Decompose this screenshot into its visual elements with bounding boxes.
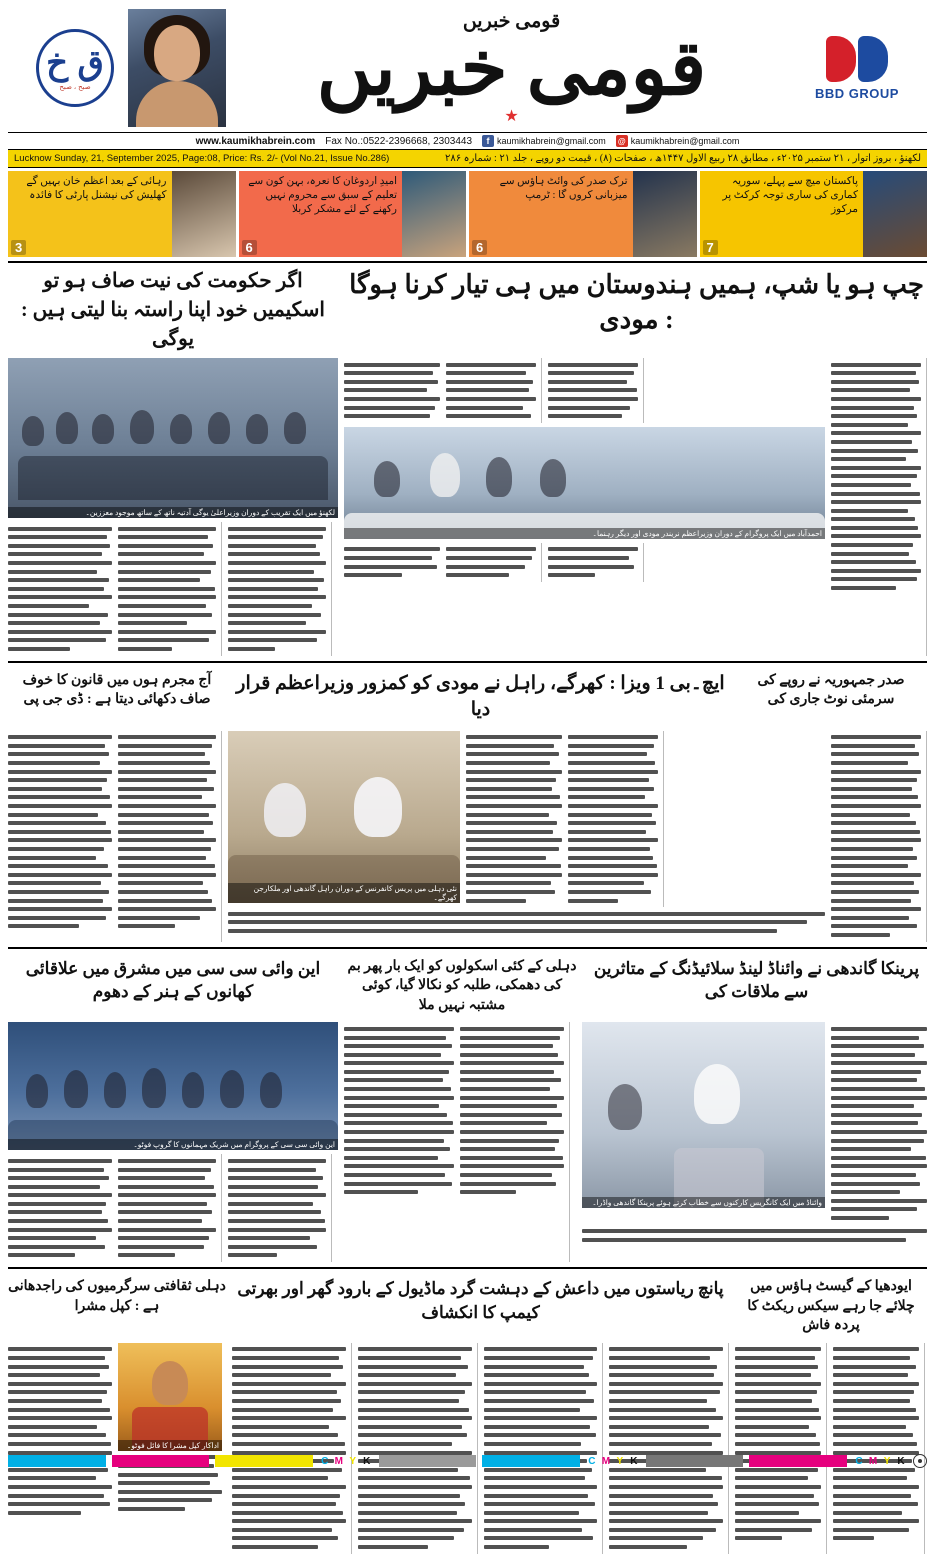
priyanka-photo (582, 1022, 825, 1208)
registration-target-icon (913, 1454, 927, 1468)
body-text-column (466, 731, 562, 907)
swatch-gray (379, 1455, 477, 1467)
body-text-column (548, 543, 644, 582)
lead-right-column (831, 358, 927, 656)
cmyk-k: K (897, 1455, 905, 1467)
kapil-photo (118, 1343, 222, 1451)
nycc-photo (8, 1022, 338, 1150)
teaser-item[interactable] (469, 171, 697, 257)
facebook-contact[interactable] (482, 135, 606, 147)
cmyk-c: C (855, 1455, 863, 1467)
third-row-headlines (8, 953, 927, 1019)
body-text-column (8, 522, 112, 656)
logo-subtext: صبح ، صبح (59, 83, 91, 91)
teaser-page-number: 6 (242, 240, 257, 255)
teaser-item[interactable] (700, 171, 928, 257)
body-text-column (344, 358, 440, 423)
cmyk-c: C (588, 1455, 596, 1467)
fourth-row-headlines (8, 1273, 927, 1339)
edition-info-english: Lucknow Sunday, 21, September 2025, Page:08, Price: Rs. 2/- (Vol No.21, Issue No.286) (14, 153, 390, 164)
teaser-text: پاکستان میچ سے پہلے، سوریہ کماری کی ساری توجہ کرکٹ پر مرکوز (722, 176, 858, 216)
body-text-column (735, 1343, 827, 1554)
photo-caption: نئی دہلی میں پریس کانفرنس کے دوران راہل گاندھی اور ملکارجن کھرگے۔ (228, 883, 460, 903)
cmyk-m: M (868, 1455, 878, 1467)
headline-dollar-note[interactable]: صدر جمہوریہ نے روپے کی سرمئی نوٹ جاری کی (757, 672, 905, 708)
photo-caption: اداکار کپل مشرا کا فائل فوٹو۔ (118, 1440, 222, 1451)
publication-logo (36, 29, 114, 107)
logo-glyph: ق خ (46, 43, 104, 82)
teaser-strip (8, 171, 927, 257)
priyanka-column (582, 1022, 927, 1262)
bbd-logo-icon (797, 36, 917, 82)
facebook-handle: kaumikhabrein@gmail.com (497, 136, 606, 146)
masthead-kicker: قومی خبریں (462, 11, 561, 33)
headline-nycc[interactable]: این وائی سی سی میں مشرق میں علاقائی کھانوں کے ہنر کے دھوم (25, 958, 321, 1002)
headline-modi[interactable]: چپ ہو یا شپ، ہمیں ہندوستان میں ہی تیار کرنا ہوگا : مودی (349, 270, 924, 335)
body-text-column (118, 731, 222, 942)
masthead (8, 4, 927, 132)
teaser-text: رہائی کے بعد اعظم خان بہیں گے کھلیش کی نیشنل پارٹی کا فائدہ (26, 176, 167, 202)
second-row (8, 731, 927, 942)
delhi-school-column (344, 1022, 576, 1262)
isis-column (232, 1343, 729, 1554)
cmyk-k: K (630, 1455, 638, 1467)
cmyk-c: C (321, 1455, 329, 1467)
body-text-column (548, 358, 644, 423)
photo-caption: این وائی سی سی کے پروگرام میں شریک مہمانوں کا گروپ فوٹو۔ (8, 1139, 338, 1150)
fax-number: Fax No.:0522-2396668, 2303443 (325, 135, 473, 147)
photo-caption: لکھنؤ میں ایک تقریب کے دوران وزیراعلیٰ یوگی آدتیہ ناتھ کے ساتھ موجود معززین۔ (8, 507, 338, 518)
print-registration-bar (8, 1450, 927, 1472)
body-text-column (568, 731, 664, 907)
headline-guesthouse[interactable]: ایودھیا کے گیسٹ ہاؤس میں چلائے جا رہے سیکس ریکٹ کا پردہ فاش (747, 1279, 915, 1334)
h1b-column (228, 731, 825, 942)
swatch-cyan-2 (482, 1455, 580, 1467)
third-row (8, 1022, 927, 1262)
sponsor-brand (797, 36, 917, 101)
nycc-column (8, 1022, 338, 1262)
masthead-celebrity-photo (128, 9, 226, 127)
edition-info-urdu: لکھنؤ ، بروز اتوار ، ۲۱ ستمبر ۲۰۲۵ء ، مطابق ۲۸ ربیع الاول ۱۴۴۷ھ ، صفحات (۸) ، قیمت دو روپے ، جلد ۲۱ : شمارہ ۲۸۶ (445, 153, 921, 164)
lead-center-column (344, 358, 825, 656)
swatch-gray-2 (646, 1455, 744, 1467)
body-text-column (460, 1022, 570, 1262)
body-text-column (228, 522, 332, 656)
body-text-column (833, 1343, 925, 1554)
lead-headline-row (8, 267, 927, 354)
contact-bar (8, 132, 927, 150)
cmyk-m: M (601, 1455, 611, 1467)
cmyk-marks-right (853, 1456, 907, 1467)
teaser-thumbnail (172, 171, 236, 257)
cmyk-y: Y (349, 1455, 357, 1467)
fourth-row (8, 1343, 927, 1554)
lead-left-photo (8, 358, 338, 518)
headline-kapil[interactable]: دہلی ثقافتی سرگرمیوں کی راجدھانی ہے : کپل مشرا (8, 1279, 226, 1314)
body-text-column (344, 1022, 454, 1262)
body-text-column (8, 1343, 112, 1519)
lead-story-row (8, 358, 927, 656)
cmyk-marks-center (586, 1456, 640, 1467)
swatch-magenta-2 (749, 1455, 847, 1467)
lead-left-column (8, 358, 338, 656)
body-text-column (358, 1343, 478, 1554)
headline-priyanka[interactable]: پرینکا گاندھی نے وائناڈ لینڈ سلائیڈنگ کے متاثرین سے ملاقات کی (593, 958, 920, 1002)
gmail-address: kaumikhabrein@gmail.com (630, 136, 740, 146)
body-text-column (8, 1154, 112, 1262)
facebook-icon: f (482, 135, 494, 147)
photo-caption: وائناڈ میں ایک کانگریس کارکنوں سے خطاب کرتے ہوئے پرینکا گاندھی واڈرا۔ (582, 1197, 825, 1208)
headline-delhi-school[interactable]: دہلی کے کئی اسکولوں کو ایک بار پھر بم کی دھمکی، طلبہ کو نکالا گیا، کوئی مشتبہ نہیں ملا (347, 958, 577, 1013)
bbd-brand-name: BBD GROUP (815, 85, 899, 101)
teaser-item[interactable] (239, 171, 467, 257)
body-text-column (446, 358, 542, 423)
headline-crime-law[interactable]: آج مجرم ہوں میں قانون کا خوف صاف دکھائی دیتا ہے : ڈی جی پی (22, 672, 212, 708)
headline-h1b[interactable]: ایچ۔بی 1 ویزا : کھرگے، راہل نے مودی کو کمزور وزیراعظم قرار دیا (236, 672, 725, 721)
teaser-page-number: 7 (703, 240, 718, 255)
body-text-column (831, 1022, 927, 1224)
swatch-magenta (112, 1455, 210, 1467)
body-text-column (8, 731, 112, 942)
second-row-headlines (8, 667, 927, 727)
body-text-wide (228, 912, 825, 933)
cmyk-y: Y (883, 1455, 891, 1467)
body-text-column (118, 522, 222, 656)
teaser-thumbnail (402, 171, 466, 257)
website-link[interactable]: www.kaumikhabrein.com (195, 135, 316, 147)
gmail-icon: @ (616, 135, 628, 147)
body-text-column (228, 1154, 332, 1262)
cmyk-k: K (363, 1455, 371, 1467)
kapil-column (8, 1343, 226, 1554)
body-text-wide (582, 1229, 927, 1242)
body-text-column (831, 731, 927, 942)
swatch-cyan (8, 1455, 106, 1467)
swatch-yellow (215, 1455, 313, 1467)
masthead-title-block (226, 10, 797, 125)
body-text-column (446, 543, 542, 582)
teaser-item[interactable] (8, 171, 236, 257)
teaser-text: امیدِ اردوغان کا نعرہ، بہن کون سے تعلیم کے سبق سے محروم نہیں رکھنے کے لئے مشکر کربلا (248, 176, 397, 216)
date-bar (8, 150, 927, 168)
divider (8, 947, 927, 949)
divider (8, 261, 927, 263)
divider (8, 661, 927, 663)
rahul-kharge-photo (228, 731, 460, 903)
teaser-text: ترک صدر کی وائٹ ہاؤس سے میزبانی کروں گا : ٹرمپ (499, 176, 628, 202)
headline-isis-raid[interactable]: پانچ ریاستوں میں داعش کے دہشت گرد ماڈیول کے بارود گھر اور بھرتی کیمپ کا انکشاف (237, 1279, 724, 1322)
divider (8, 1267, 927, 1269)
star-icon: ★ (504, 107, 519, 125)
cmyk-y: Y (616, 1455, 624, 1467)
teaser-thumbnail (863, 171, 927, 257)
teaser-thumbnail (633, 171, 697, 257)
teaser-page-number: 3 (11, 240, 26, 255)
photo-caption: احمدآباد میں ایک پروگرام کے دوران وزیراعظم نریندر مودی اور دیگر رہنما۔ (344, 528, 825, 539)
body-text-column (609, 1343, 729, 1554)
cmyk-marks-left (319, 1456, 373, 1467)
body-text-column (232, 1343, 352, 1554)
body-text-column (484, 1343, 604, 1554)
guesthouse-column (735, 1343, 927, 1554)
cmyk-m: M (334, 1455, 343, 1467)
teaser-page-number: 6 (472, 240, 487, 255)
page-title: قومی خبریں (316, 27, 707, 112)
body-text-column (118, 1154, 222, 1262)
lead-center-photo (344, 427, 825, 539)
body-text-column (344, 543, 440, 582)
headline-yogi[interactable]: اگر حکومت کی نیت صاف ہو تو اسکیمیں خود اپنا راستہ بنا لیتی ہیں : یوگی (21, 270, 325, 350)
gmail-contact[interactable] (616, 135, 740, 147)
